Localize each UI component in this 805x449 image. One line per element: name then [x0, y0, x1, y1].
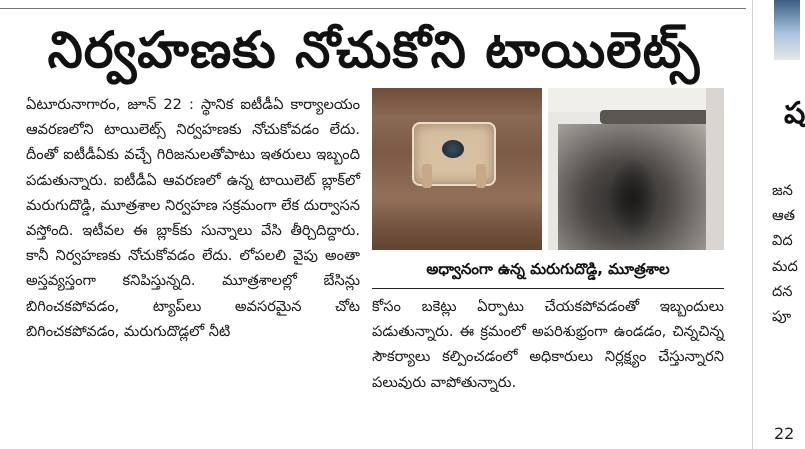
toilet-drain: [442, 140, 464, 158]
photo-toilet-pan: [372, 88, 542, 250]
photo-caption: అధ్వానంగా ఉన్న మరుగుదొడ్డి, మూత్రశాల: [426, 260, 670, 278]
foot-rest-right: [476, 164, 486, 188]
column-divider: [752, 0, 753, 449]
adjacent-article-heading: ష: [784, 96, 805, 131]
urinal-pipe: [600, 110, 720, 124]
adjacent-article-photo: [774, 0, 800, 60]
grime-streak: [608, 158, 658, 238]
photo-urinal: [548, 88, 724, 250]
article-body-right-column: కోసం బకెట్లు ఏర్పాటు చేయకపోవడంతో ఇబ్బందులు పడుతున్నారు. ఈ క్రమంలో అపరిశుభ్రంగా ఉండడం, చిన్నచిన్న సౌకర్యాలు కల్పించడంలో అధికారులు నిర్లక్ష్యం చేస్తున్నారని పలువురు వాపోతున్నారు.: [372, 298, 724, 391]
wall-top: [548, 88, 724, 112]
floor-stain: [372, 194, 542, 250]
adjacent-article-date: 22: [774, 424, 795, 443]
article-body-left-column: ఏటూరునాగారం, జూన్ 22 : స్థానిక ఐటీడీఏ కార్యాలయం ఆవరణలోని టాయిలెట్స్ నిర్వహణకు నోచుకోవడం లేదు. దీంతో ఐటీడీఏకు వచ్చే గిరిజనులతోపాటు ఇతరులు ఇబ్బంది పడుతున్నారు. ఐటీడీఏ ఆవరణలో ఉన్న టాయిలెట్ బ్లాక్‌లో మరుగుదొడ్డి, మూత్రశాల నిర్వహణ సక్రమంగా లేక దుర్వాసన వస్తోంది. ఇటీవల ఈ బ్లాక్‌కు సున్నాలు వేసి తీర్చిదిద్దారు. కానీ నిర్వహణకు నోచుకోవడం లేదు. లోపలలి వైపు అంతా అస్తవ్యస్తంగా కనిపిస్తున్నది. మూత్రశాలల్లో బేసిన్లు బిగించకపోవడం, ట్యాప్‌లు అవసరమైన చోట బిగించకపోవడం, మరుగుదొడ్లలో నీటి: [26, 96, 360, 340]
adjacent-article-text: జన ఆత విద మద దన పూ: [772, 182, 798, 326]
foot-rest-left: [422, 164, 432, 188]
caption-rule: [372, 288, 724, 289]
top-rule: [0, 8, 746, 9]
headline: నిర్వహణకు నోచుకోని టాయిలెట్స్: [47, 21, 701, 79]
wall-side: [706, 88, 724, 250]
toilet-pan: [412, 122, 496, 186]
